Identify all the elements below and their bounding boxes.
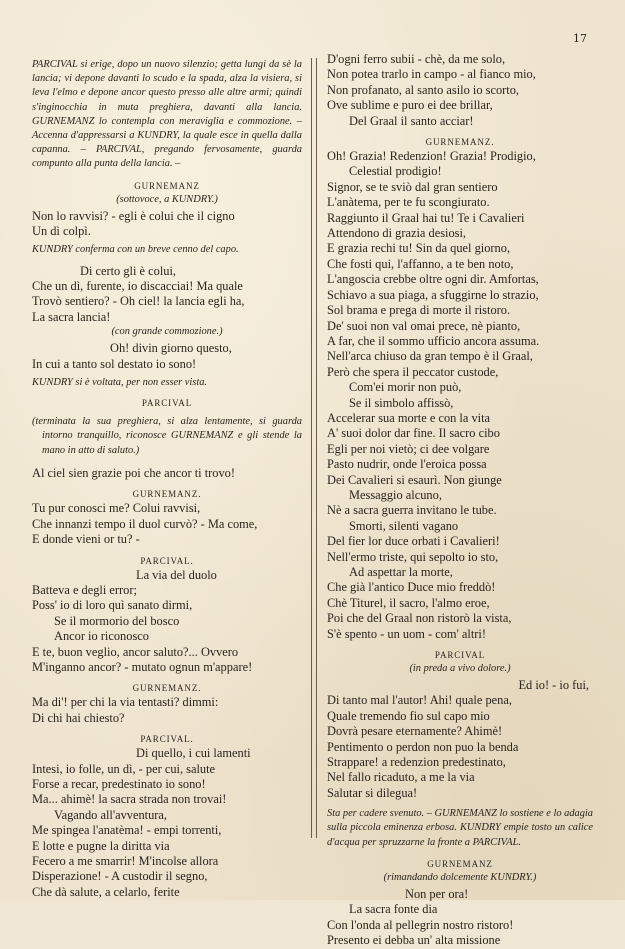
verse-line: Non lo ravvisi? - egli è colui che il cigno [32,208,235,223]
verse-line: Ma... ahimè! la sacra strada non trovai! [32,792,227,807]
verse-line: S'è spento - un uom - com' altri! [327,626,486,641]
stage-direction: PARCIVAL si erige, dopo un nuovo silenzio; getta lungi da sè la lancia; vi depone davanti lo scudo e la spada, alza la visiera, si leva l'elmo e depone ancor questo presso alle altre armi; quindi s'inginocchia in muta preghiera, davanti alla lancia. GURNEMANZ lo contempla con meraviglia e commozione. – Accenna d'appressarsi a KUNDRY, la quale esce in quella dalla capanna. – PARCIVAL, pregando fervosamente, guarda compunto alla punta della lancia. – [32,59,302,170]
verse-line: Di certo gli è colui, [80,263,176,278]
verse-line: Con l'onda al pellegrin nostro ristoro! [327,917,514,932]
speaker-name: GURNEMANZ [427,858,493,869]
stage-direction: KUNDRY si è voltata, per non esser vista. [32,377,208,389]
verse-line: Quale tremendo fio sul capo mio [327,708,490,723]
verse-line: Disperazione! - A custodir il segno, [32,869,208,884]
verse-line: Non potea trarlo in campo - al fianco mio, [327,67,536,82]
verse-line: Schiavo a sua piaga, a sfuggirne lo strazio, [327,287,539,302]
right-column [327,52,593,949]
verse-line: Forse a recar, predestinato io sono! [32,776,206,791]
verse-line: Vagando all'avventura, [54,807,168,822]
verse-line: Non profanato, al santo asilo io scorto, [327,82,520,97]
verse-line: Me spingea l'anatèma! - empi torrenti, [32,823,222,838]
verse-line: E donde vieni or tu? - [32,532,140,547]
speaker-name: GURNEMANZ. [132,683,202,694]
verse-line: Messaggio alcuno, [349,487,442,502]
stage-direction: KUNDRY conferma con un breve cenno del capo. [32,244,239,256]
verse-line: Raggiunto il Graal hai tu! Te i Cavalieri [327,210,525,225]
verse-line: Ma di'! per chi la via tentasti? dimmi: [32,695,219,710]
verse-line: Non per ora! [405,886,469,901]
verse-line: Però che spera il peccator custode, [327,364,499,379]
verse-line: Di chi hai chiesto? [32,710,125,725]
verse-line: Egli per noi vietò; ci dee volgare [327,441,490,456]
verse-line: Oh! divin giorno questo, [110,341,232,356]
verse-line: E grazia rechi tu! Sin da quel giorno, [327,241,511,256]
verse-line: Attendono di grazia desiosi, [327,226,467,241]
verse-line: E lotte e pugne la diritta via [32,838,170,853]
verse-line: Smorti, silenti vagano [349,518,459,533]
verse-line: Nell'arca chiuso da gran tempo è il Graal, [327,349,533,364]
verse-line: Strappare! a redenzion predestinato, [327,755,506,770]
verse-line: Pentimento o perdon non puo la benda [327,739,519,754]
verse-line: La via del duolo [136,567,217,582]
verse-line: Nell'ermo triste, qui sepolto io sto, [327,549,499,564]
page-number: 17 [573,32,587,45]
verse-line: E te, buon veglio, ancor saluto?... Ovvero [32,644,239,659]
verse-line: Signor, se te sviò dal gran sentiero [327,179,498,194]
verse-line: Se il simbolo affissò, [349,395,454,410]
verse-line: Sol brama e prega di morte il ristoro. [327,303,511,318]
verse-line: Fecero a me smarrir! M'incolse allora [32,854,219,869]
speaker-name: PARCIVAL. [140,555,194,566]
column-divider [311,58,317,838]
verse-line: Che già l'antico Duce mio freddò! [327,580,496,595]
verse-line: A' suoi dolor dar fine. Il sacro cibo [327,426,500,441]
verse-line: L'angoscia crebbe oltre ogni dir. Amfortas, [327,272,539,287]
verse-line: Dovrà pesare eternamente? Ahimè! [327,724,503,739]
verse-line: De' suoi non val omai prece, nè pianto, [327,318,521,333]
verse-line: Ove sublime e puro ei dee brillar, [327,98,493,113]
verse-line: Accelerar sua morte e con la vita [327,410,491,425]
left-column [32,52,302,900]
speaker-direction: (rimandando dolcemente KUNDRY.) [383,871,537,883]
stage-direction: Sta per cadere svenuto. – GURNEMANZ lo sostiene e lo adagia sulla piccola eminenza erbosa. KUNDRY empie tosto un calice d'acqua per spruzzarne la fronte a PARCIVAL. [327,808,593,848]
verse-line: Ed io! - io fui, [518,678,589,693]
verse-line: L'anàtema, per te fu scongiurato. [327,195,490,210]
verse-line: Se il mormorio del bosco [54,613,180,628]
verse-line: Dei Cavalieri si esaurì. Non giunge [327,472,502,487]
verse-line: Di quello, i cui lamenti [136,746,251,761]
stage-direction: (terminata la sua preghiera, si alza lentamente, si guarda intorno tranquillo, riconosce GURNEMANZ e gli stende la mano in atto di saluto.) [32,416,302,456]
verse-line: Intesi, io folle, un dì, - per cui, salute [32,761,216,776]
verse-line: Poi che del Graal non ristorò la vista, [327,611,512,626]
verse-line: Pasto nudrir, onde l'eroica possa [327,457,487,472]
verse-line: Oh! Grazia! Redenzion! Grazia! Prodigio, [327,149,536,164]
verse-line: Che un dì, furente, io discacciai! Ma quale [32,279,243,294]
verse-line: Che innanzi tempo il duol curvò? - Ma come, [32,516,258,531]
verse-line: Del Graal il santo acciar! [349,113,474,128]
verse-line: Ad aspettar la morte, [349,565,453,579]
verse-line: Salutar si dilegua! [327,785,418,800]
speaker-name: GURNEMANZ [134,180,200,191]
speaker-direction: (in preda a vivo dolore.) [409,663,511,675]
verse-line: Trovò sentiero? - Oh ciel! la lancia egli ha, [32,294,245,309]
verse-line: La sacra fonte dia [349,902,438,917]
speaker-direction: (con grande commozione.) [111,326,223,338]
verse-line: Ancor io riconosco [54,629,149,644]
verse-line: Che fosti qui, l'affanno, a te ben noto, [327,256,514,271]
speaker-name: PARCIVAL. [140,734,194,745]
verse-line: Celestial prodigio! [349,164,442,179]
speaker-name: PARCIVAL [141,398,193,409]
verse-line: Tu pur conosci me? Colui ravvisi, [32,501,201,516]
speaker-name: PARCIVAL [434,650,486,661]
verse-line: Batteva e degli error; [32,582,137,597]
verse-line: In cui a tanto sol destato io sono! [32,356,197,371]
verse-line: Di tanto mal l'autor! Ahi! quale pena, [327,693,512,708]
verse-line: A far, che il sommo ufficio ancora assuma. [327,333,540,348]
verse-line: Poss' io di loro quì sanato dirmi, [32,598,193,613]
speaker-name: GURNEMANZ. [132,489,202,500]
speaker-name: GURNEMANZ. [425,137,495,148]
verse-line: Presento ei debba un' alta missione [327,933,501,948]
speaker-direction: (sottovoce, a KUNDRY.) [116,193,218,205]
verse-line: M'inganno ancor? - mutato ognun m'appare! [32,659,253,674]
verse-line: Del fier lor duce orbati i Cavalieri! [327,534,500,549]
verse-line: Nè a sacra guerra invitano le tube. [327,503,497,518]
verse-line: Che dà salute, a celarlo, ferite [32,884,180,899]
verse-line: Nel fallo ricaduto, a me la via [327,770,475,785]
verse-line: Al ciel sien grazie poi che ancor ti trovo! [32,465,235,480]
verse-line: D'ogni ferro subii - chè, da me solo, [327,52,506,66]
verse-line: Chè Titurel, il sacro, l'almo eroe, [327,595,490,610]
verse-line: Un dì colpì. [32,224,91,239]
verse-line: La sacra lancia! [32,309,111,324]
verse-line: Com'ei morir non può, [349,380,462,395]
